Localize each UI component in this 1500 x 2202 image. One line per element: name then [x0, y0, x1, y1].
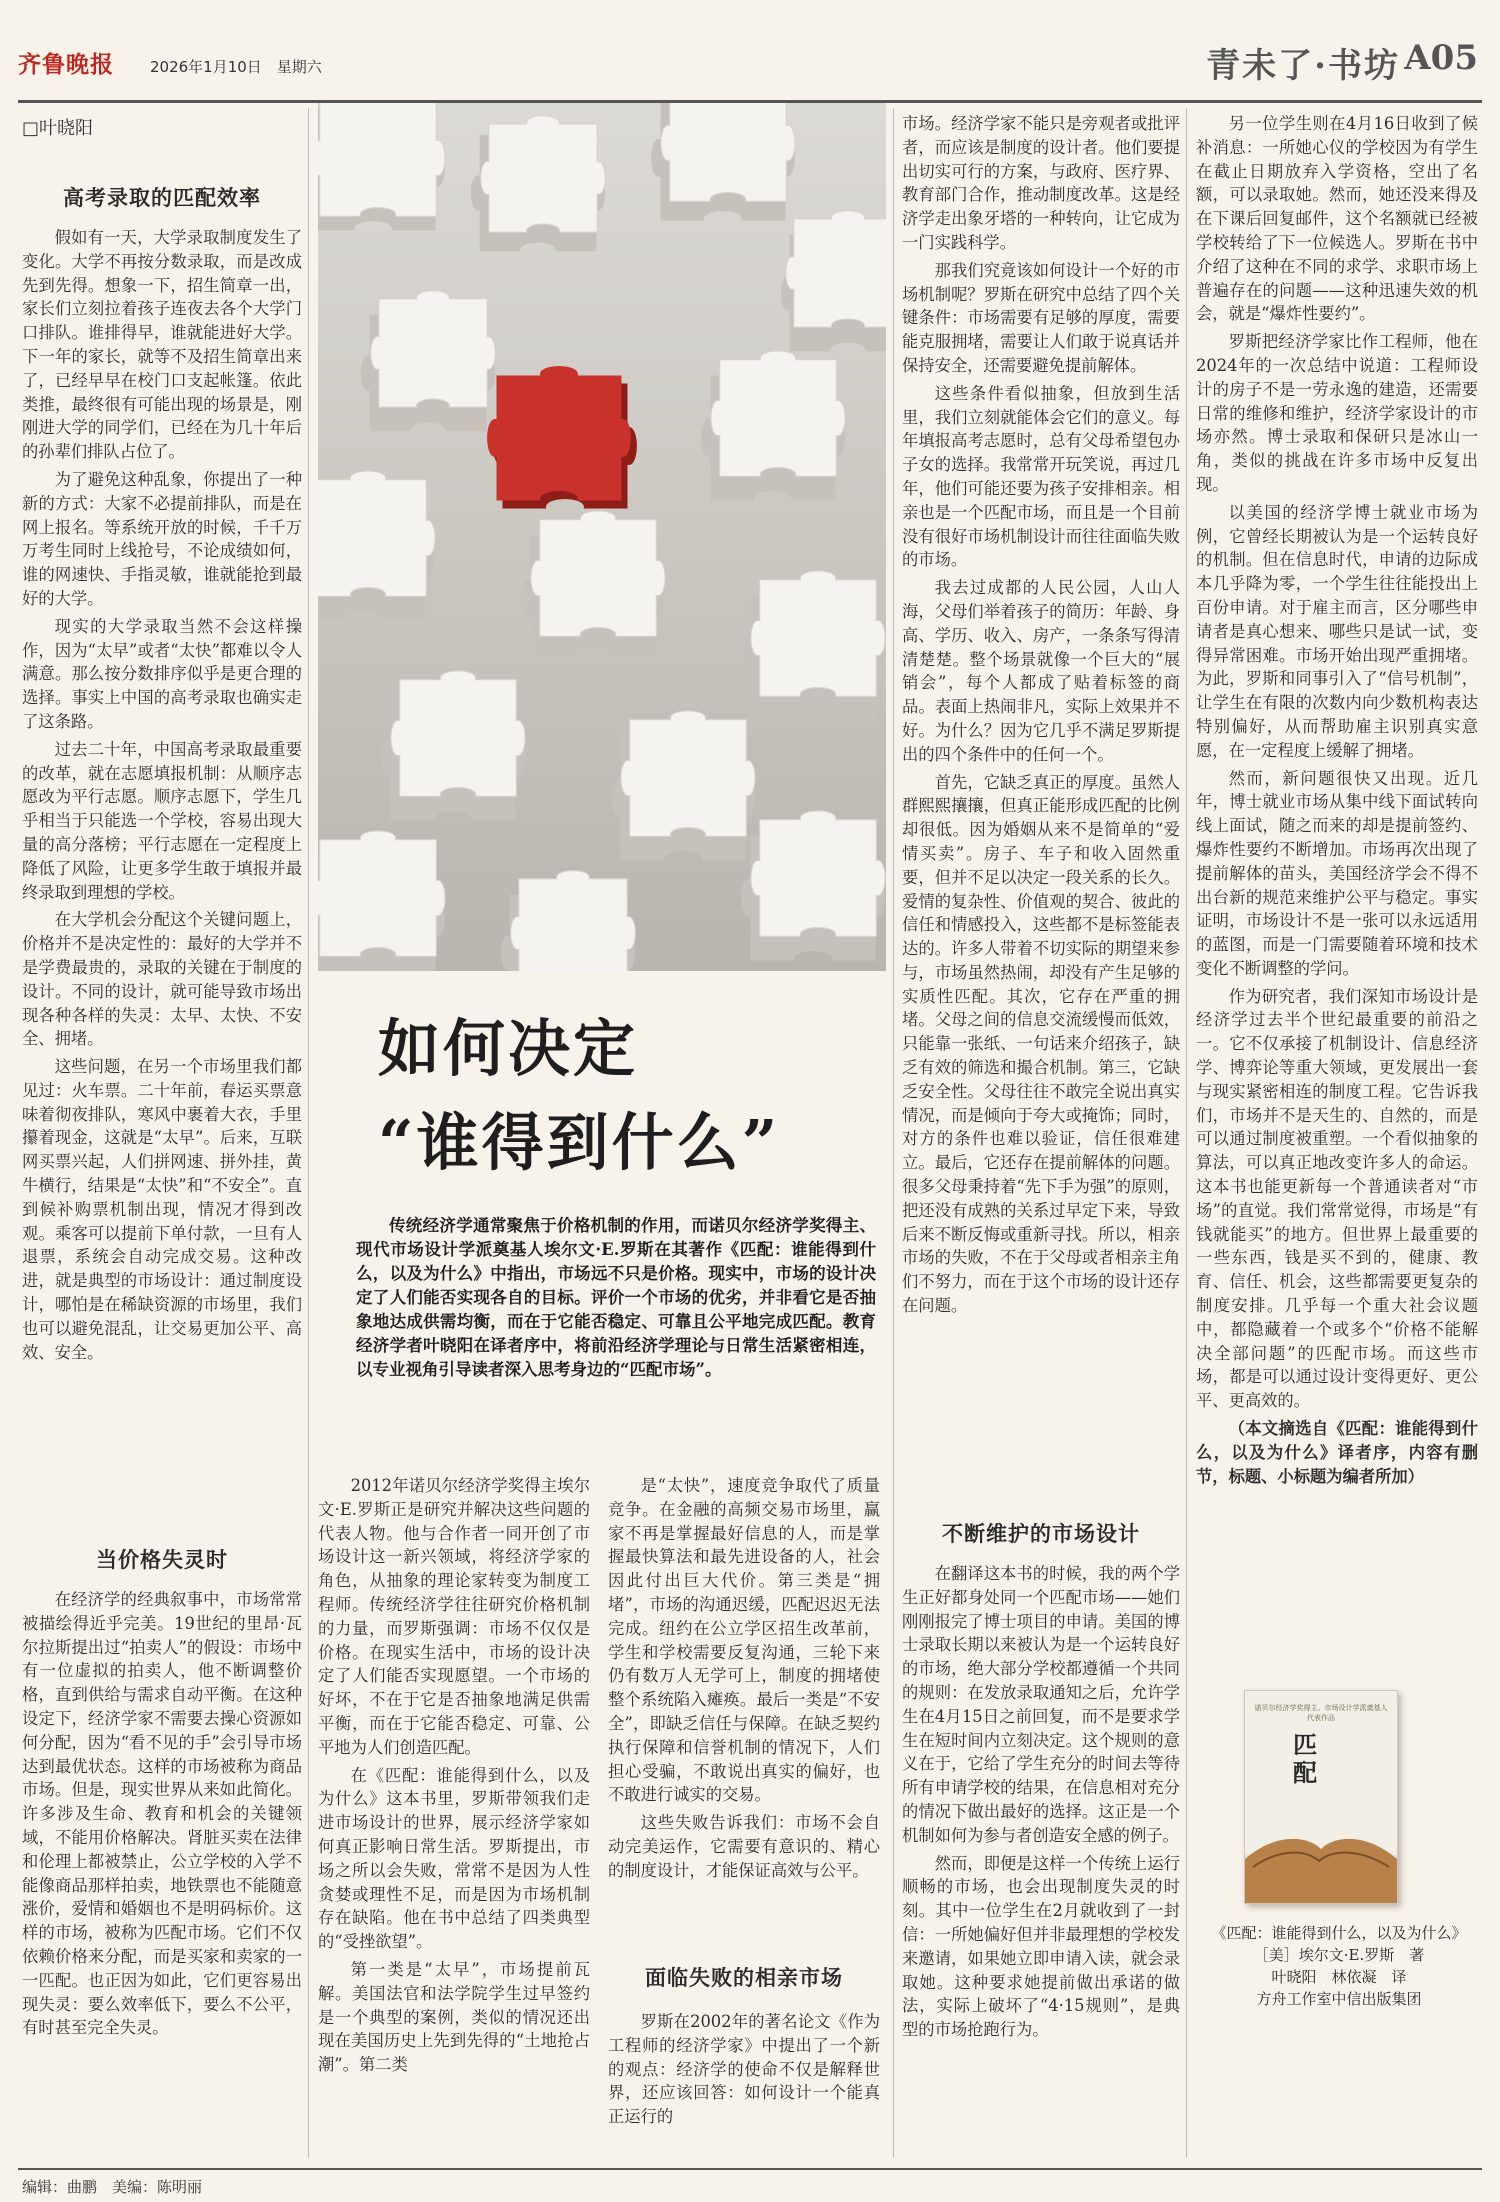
page-number: A05: [1404, 38, 1478, 78]
paragraph: 过去二十年，中国高考录取最重要的改革，就在志愿填报机制：从顺序志愿改为平行志愿。顺序志愿下，学生几乎相当于只能选一个学校，容易出现大量的高分落榜；平行志愿在一定程度上降低了风险，让更多学生敢于填报并最终录取到理想的学校。: [22, 739, 302, 902]
column-divider: [1186, 108, 1187, 2158]
headline-line-2: “谁得到什么”: [378, 1106, 781, 1179]
paragraph: 假如有一天，大学录取制度发生了变化。大学不再按分数录取，而是改成先到先得。想象一下，招生简章一出，家长们立刻拉着孩子连夜去各个大学门口排队。谁排得早，谁就能进好大学。下一年的家长，就等不及招生简章出来了，已经早早在校门口支起帐篷。依此类推，最终很有可能出现的场景是，刚刚进大学的同学们，已经在为几十年后的孙辈们排队占位了。: [22, 228, 302, 462]
column-divider: [893, 108, 894, 2158]
column-divider: [308, 108, 309, 2158]
paragraph: 在大学机会分配这个关键问题上，价格并不是决定性的：最好的大学并不是学费最贵的，录取的关键在于制度的设计。不同的设计，就可能导致市场出现各种各样的失灵：太早、太快、不安全、拥堵。: [22, 910, 302, 1049]
subheading-market-maintenance: 不断维护的市场设计: [942, 1521, 1140, 1546]
byline-author: □叶晓阳: [22, 118, 94, 139]
paragraph: 这些条件看似抽象，但放到生活里，我们立刻就能体会它们的意义。每年填报高考志愿时，总有父母希望包办子女的选择。我常常开玩笑说，再过几年，他们可能还要为孩子安排相亲。相亲也是一个匹配市场，而且是一个目前没有很好市场机制设计而往往面临失败的市场。: [902, 383, 1180, 570]
paragraph: 罗斯在2002年的著名论文《作为工程师的经济学家》中提出了一个新的观点：经济学的使命不仅是解释世界，还应该回答：如何设计一个能真正运行的: [608, 2012, 880, 2127]
book-caption-author: ［美］埃尔文·E.罗斯 著: [1253, 1946, 1425, 1964]
book-cover-title: 匹配: [1293, 1730, 1317, 1787]
paragraph: 是“太快”，速度竞争取代了质量竞争。在金融的高频交易市场里，赢家不再是掌握最好信息的人，而是掌握最快算法和最先进设备的人，社会因此付出巨大代价。第三类是“拥堵”，市场的沟通迟缓，匹配迟迟无法完成。纽约在公立学区招生改革前，学生和学校需要反复沟通，三轮下来仍有数万人无学可上，制度的拥堵使整个系统陷入瘫痪。最后一类是“不安全”，即缺乏信任与保障。在缺乏契约执行保障和信誉机制的情况下，人们担心受骗，不敢说出真实的偏好，也不敢进行诚实的交易。: [608, 1476, 880, 1805]
page-header: [0, 0, 1500, 96]
red-puzzle-piece: [487, 366, 637, 508]
paragraph: 那我们究竟该如何设计一个好的市场机制呢？罗斯在研究中总结了四个关键条件：市场需要有足够的厚度，需要能克服拥堵，需要让人们敢于说真话并保持安全，还需要避免提前解体。: [902, 260, 1180, 375]
paragraph: 这些失败告诉我们：市场不会自动完美运作，它需要有意识的、精心的制度设计，才能保证高效与公平。: [608, 1813, 880, 1880]
paragraph: 作为研究者，我们深知市场设计是经济学过去半个世纪最重要的前沿之一。它不仅承接了机制设计、信息经济学、博弈论等重大领域，更发展出一套与现实紧密相连的制度工程。它告诉我们，市场并不是天生的、自然的，而是可以通过制度被重塑。一个看似抽象的算法，可以真正地改变许多人的命运。这本书也能更新每一个普通读者对“市场”的直觉。我们常常觉得，市场是“有钱就能买”的地方。但世界上最重要的一些东西，钱是买不到的，健康、教育、信任、机会，这些都需要更复杂的制度安排。几乎每一个重大社会议题中，都隐藏着一个或多个“价格不能解决全部问题”的匹配市场。而这些市场，都是可以通过设计变得更好、更公平、更高效的。: [1196, 986, 1478, 1411]
subheading-gaokao: 高考录取的匹配效率: [63, 185, 261, 210]
paragraph: 在经济学的经典叙事中，市场常常被描绘得近乎完美。19世纪的里昂·瓦尔拉斯提出过“拍卖人”的假设：市场中有一位虚拟的拍卖人，他不断调整价格，直到供给与需求自动平衡。在这种设定下，经济学家不需要去操心资源如何分配，因为“看不见的手”会引导市场达到最优状态。这样的市场被称为商品市场。但是，现实世界从来如此简化。许多涉及生命、教育和机会的关键领域，不能用价格解决。肾脏买卖在法律和伦理上都被禁止，公立学校的入学不能像商品那样拍卖，地铁票也不能随意涨价，爱情和婚姻也不是明码标价。这样的市场，被称为匹配市场。它们不仅依赖价格来分配，而是买家和卖家的一一匹配。也正因为如此，它们更容易出现失灵：要么效率低下，要么不公平，有时甚至完全失灵。: [22, 1590, 302, 2038]
column-4-text-a: [902, 112, 1180, 1322]
paragraph: 市场。经济学家不能只是旁观者或批评者，而应该是制度的设计者。他们要提出切实可行的方案，与政府、医疗界、教育部门合作，推动制度改革。这是经济学走出象牙塔的一种转向，让它成为一门实践科学。: [902, 114, 1180, 252]
paragraph: 罗斯把经济学家比作工程师，他在2024年的一次总结中说道：工程师设计的房子不是一劳永逸的建造，还需要日常的维修和维护，经济学家设计的市场亦然。博士录取和保研只是冰山一角，类似的挑战在许多市场中反复出现。: [1196, 332, 1478, 494]
headline-line-1: 如何决定: [378, 1012, 639, 1085]
editor-credits: 编辑：曲鹏 美编：陈明丽: [22, 2178, 203, 2196]
column-3-text-a: [608, 1474, 880, 1887]
paragraph: 我去过成都的人民公园，人山人海，父母们举着孩子的简历：年龄、身高、学历、收入、房产，一条条写得清清楚楚。整个场景就像一个巨大的“展销会”，每个人都成了贴着标签的商品。表面上热闹非凡，实际上效果并不好。为什么？因为它几乎不满足罗斯提出的四个条件中的任何一个。: [902, 578, 1180, 764]
jigsaw-puzzle-photo: [318, 103, 886, 971]
excerpt-note: （本文摘选自《匹配：谁能得到什么，以及为什么》译者序，内容有删节，标题、小标题为编者所加）: [1196, 1419, 1478, 1486]
column-1-text-b: [22, 1588, 302, 2044]
lede-text: 传统经济学通常聚焦于价格机制的作用，而诺贝尔经济学奖得主、现代市场设计学派奠基人埃尔文·E.罗斯在其著作《匹配：谁能得到什么，以及为什么》中指出，市场远不只是价格。现实中，市场的设计决定了人们能否实现各自的目标。评价一个市场的优劣，并非看它是否抽象地达成供需均衡，而在于它能否稳定、可靠且公平地完成匹配。教育经济学者叶晓阳在译者序中，将前沿经济学理论与日常生活紧密相连，以专业视角引导读者深入思考身边的“匹配市场”。: [356, 1216, 876, 1379]
paragraph: 另一位学生则在4月16日收到了候补消息：一所她心仪的学校因为有学生在截止日期放弃入学资格，空出了名额，可以录取她。然而，她还没来得及在下课后回复邮件，这个名额就已经被学校转给了下一位候选人。罗斯在书中介绍了这种在不同的求学、求职市场上普遍存在的问题——这种迅速失效的机会，就是“爆炸性要约”。: [1196, 114, 1478, 324]
book-cover-tagline: 诺贝尔经济学奖得主、市场设计学派奠基人代表作品: [1254, 1704, 1388, 1722]
column-3-text-b: [608, 2010, 880, 2133]
paragraph: 第一类是“太早”，市场提前瓦解。美国法官和法学院学生过早签约是一个典型的案例，类似的情况还出现在美国历史上先到先得的“土地抢占潮”。第二类: [318, 1959, 590, 2075]
subheading-dating-market: 面临失败的相亲市场: [645, 1965, 843, 1990]
column-2-text: [318, 1474, 590, 2081]
column-5-text: [1196, 112, 1478, 1492]
paragraph: 现实的大学录取当然不会这样操作，因为“太早”或者“太快”都难以令人满意。那么按分数排序似乎是更合理的选择。事实上中国的高考录取也确实走了这条路。: [22, 616, 302, 731]
book-caption: [1196, 1922, 1482, 2010]
paragraph: 首先，它缺乏真正的厚度。虽然人群熙熙攘攘，但真正能形成匹配的比例却很低。因为婚姻从来不是简单的“爱情买卖”。房子、车子和收入固然重要，但并不足以决定一段关系的长久。爱情的复杂性、价值观的契合、彼此的信任和情感投入，这些都不是标签能表达的。许多人带着不切实际的期望来参与，市场虽然热闹，却没有产生足够的实质性匹配。其次，它存在严重的拥堵。父母之间的信息交流缓慢而低效，只能靠一张纸、一句话来介绍孩子，缺乏有效的筛选和撮合机制。第三，它缺乏安全性。父母往往不敢完全说出真实情况，而是倾向于夸大或掩饰；同时，对方的条件也难以验证，信任很难建立。最后，它还存在提前解体的问题。很多父母秉持着“先下手为强”的原则，把还没有成熟的关系过早定下来，导致后来不断反悔或重新寻找。所以，相亲市场的失败，不在于父母或者相亲主角们不努力，而在于这个市场的设计还存在问题。: [902, 772, 1180, 1316]
paragraph: 为了避免这种乱象，你提出了一种新的方式：大家不必提前排队，而是在网上报名。等系统开放的时候，千千万万考生同时上线抢号，不论成绩如何，谁的网速快、手指灵敏，谁就能抢到最好的大学。: [22, 469, 302, 608]
hands-illustration: [1245, 1795, 1397, 1903]
paragraph: 然而，即便是这样一个传统上运行顺畅的市场，也会出现制度失灵的时刻。其中一位学生在2月就收到了一封信：一所她偏好但并非最理想的学校发来邀请，如果她立即申请入读，就会录取她。这种要求她提前做出承诺的做法，实际上破坏了“4·15规则”，是典型的市场抢跑行为。: [902, 1853, 1180, 2040]
section-title: 青未了·书坊: [1206, 46, 1400, 86]
book-cover: [1244, 1690, 1398, 1904]
book-caption-publisher: 方舟工作室中信出版集团: [1256, 1990, 1422, 2008]
book-caption-translators: 叶晓阳 林依凝 译: [1271, 1968, 1407, 1986]
masthead-logo: 齐鲁晚报: [18, 51, 114, 78]
paragraph: 在翻译这本书的时候，我的两个学生正好都身处同一个匹配市场——她们刚刚报完了博士项目的申请。美国的博士录取长期以来被认为是一个运转良好的市场，绝大部分学校都遵循一个共同的规则：在发放录取通知之后，允许学生在4月15日之前回复，而不是要求学生在短时间内立刻决定。这个规则的意义在于，它给了学生充分的时间去等待所有申请学校的结果，在信息相对充分的情况下做出最好的选择。这正是一个机制如何为参与者创造安全感的例子。: [902, 1564, 1180, 1845]
paragraph: 这些问题，在另一个市场里我们都见过：火车票。二十年前，春运买票意味着彻夜排队，寒风中裹着大衣，手里攥着现金，这就是“太早”。后来，互联网买票兴起，人们拼网速、拼外挂，黄牛横行，结果是“太快”和“不安全”。直到候补购票机制出现，情况才得到改观。乘客可以提前下单付款，一旦有人退票，系统会自动完成交易。这种改进，就是典型的市场设计：通过制度设计，哪怕是在稀缺资源的市场里，我们也可以避免混乱，让交易更加公平、高效、安全。: [22, 1057, 302, 1362]
book-caption-title: 《匹配：谁能得到什么，以及为什么》: [1211, 1924, 1467, 1942]
issue-date: 2026年1月10日 星期六: [150, 58, 322, 76]
paragraph: 在《匹配：谁能得到什么，以及为什么》这本书里，罗斯带领我们走进市场设计的世界，展示经济学家如何真正影响日常生活。罗斯提出，市场之所以会失败，常常不是因为人性贪婪或理性不足，而是因为市场机制存在缺陷。他在书中总结了四类典型的“受挫欲望”。: [318, 1765, 590, 1952]
subheading-price-failure: 当价格失灵时: [96, 1547, 228, 1572]
paragraph: 2012年诺贝尔经济学奖得主埃尔文·E.罗斯正是研究并解决这些问题的代表人物。他与合作者一同开创了市场设计这一新兴领域，将经济学家的角色，从抽象的理论家转变为制度工程师。传统经济学往往研究价格机制的力量，而罗斯强调：市场不仅仅是价格。在现实生活中，市场的设计决定了人们能否实现愿望。一个市场的好坏，不在于它是否抽象地满足供需平衡，而在于它能否稳定、可靠、公平地为人们创造匹配。: [318, 1476, 590, 1757]
column-4-text-b: [902, 1562, 1180, 2046]
paragraph: 以美国的经济学博士就业市场为例，它曾经长期被认为是一个运转良好的机制。但在信息时代，申请的边际成本几乎降为零，一个学生往往能投出上百份申请。对于雇主而言，区分哪些申请者是真心想来、哪些只是试一试，变得异常困难。市场开始出现严重拥堵。为此，罗斯和同事引入了“信号机制”，让学生在有限的次数内向少数机构表达特别偏好，从而帮助雇主识别真实意愿，在一定程度上缓解了拥堵。: [1196, 502, 1478, 760]
article-lede: [356, 1214, 876, 1382]
column-1-text-a: [22, 226, 302, 1368]
footer-rule: [18, 2168, 1482, 2170]
paragraph: 然而，新问题很快又出现。近几年，博士就业市场从集中线下面试转向线上面试，随之而来的却是提前签约、爆炸性要约不断增加。市场再次出现了提前解体的苗头，美国经济学会不得不出台新的规范来维护公平与稳定。事实证明，市场设计不是一张可以永远适用的蓝图，而是一门需要随着环境和技术变化不断调整的学问。: [1196, 768, 1478, 978]
